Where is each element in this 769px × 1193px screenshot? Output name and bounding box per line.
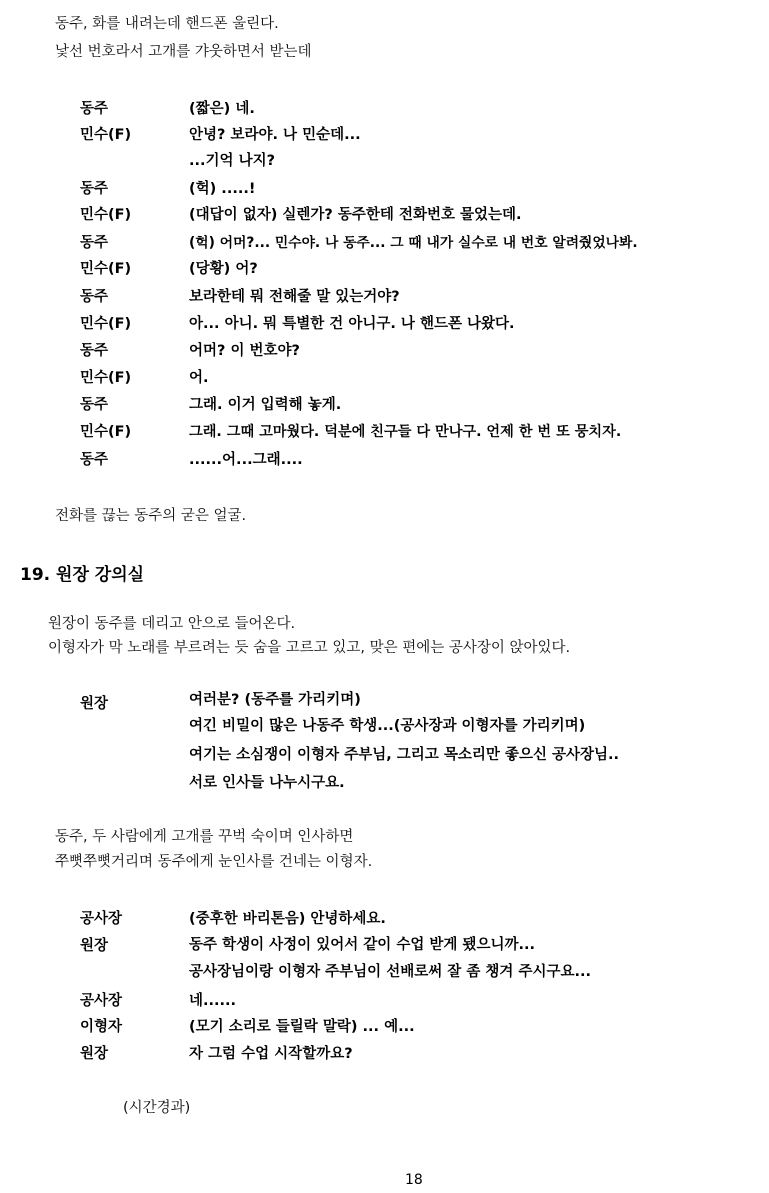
- speaker-name: 민수(F): [80, 424, 132, 440]
- dialogue-text: ...기억 나지?: [189, 153, 276, 169]
- speaker-name: 원장: [80, 1046, 109, 1062]
- dialogue-text: (대답이 없자) 실렌가? 동주한테 전화번호 물었는데.: [189, 207, 522, 223]
- dialogue-text: 자 그럼 수업 시작할까요?: [189, 1046, 353, 1062]
- dialogue-text: 여러분? (동주를 가리키며): [189, 692, 361, 708]
- speaker-name: 공사장: [80, 911, 123, 927]
- dialogue-text: 그래. 이거 입력해 놓게.: [189, 397, 342, 413]
- speaker-name: 민수(F): [80, 370, 132, 386]
- dialogue-text: 여기는 소심쟁이 이형자 주부님, 그리고 목소리만 좋으신 공사장님..: [189, 747, 620, 763]
- dialogue-text: 여긴 비밀이 많은 나동주 학생...(공사장과 이형자를 가리키며): [189, 718, 586, 734]
- speaker-name: 동주: [80, 452, 109, 468]
- dialogue-text: 서로 인사들 나누시구요.: [189, 775, 345, 791]
- dialogue-text: 아... 아니. 뭐 특별한 건 아니구. 나 핸드폰 나왔다.: [189, 316, 515, 332]
- speaker-name: 민수(F): [80, 127, 132, 143]
- dialogue-text: ......어...그래....: [189, 452, 303, 468]
- action-line: 동주, 두 사람에게 고개를 꾸벅 숙이며 인사하면: [55, 829, 354, 845]
- action-line: 이형자가 막 노래를 부르려는 듯 숨을 고르고 있고, 맞은 편에는 공사장이 앉아있다.: [48, 640, 571, 656]
- dialogue-text: 그래. 그때 고마웠다. 덕분에 친구들 다 만나구. 언제 한 번 또 뭉치자.: [189, 424, 622, 440]
- dialogue-text: 공사장님이랑 이형자 주부님이 선배로써 잘 좀 챙겨 주시구요...: [189, 964, 592, 980]
- dialogue-text: 동주 학생이 사정이 있어서 같이 수업 받게 됐으니까...: [189, 937, 536, 953]
- speaker-name: 동주: [80, 101, 109, 117]
- dialogue-text: (짧은) 네.: [189, 101, 255, 117]
- action-line: 동주, 화를 내려는데 핸드폰 울린다.: [55, 16, 279, 32]
- speaker-name: 동주: [80, 181, 109, 197]
- speaker-name: 동주: [80, 289, 109, 305]
- dialogue-text: 어.: [189, 370, 209, 386]
- speaker-name: 민수(F): [80, 261, 132, 277]
- speaker-name: 원장: [80, 938, 109, 954]
- dialogue-text: 네......: [189, 993, 237, 1009]
- scene-heading: 19. 원장 강의실: [20, 565, 145, 585]
- speaker-name: 이형자: [80, 1019, 123, 1035]
- speaker-name: 원장: [80, 696, 109, 712]
- dialogue-text: (헉) 어머?... 민수야. 나 동주... 그 때 내가 실수로 내 번호 알려줬었나봐.: [189, 235, 638, 251]
- dialogue-text: 어머? 이 번호야?: [189, 343, 300, 359]
- speaker-name: 민수(F): [80, 207, 132, 223]
- dialogue-text: (헉) .....!: [189, 181, 256, 197]
- action-line: 원장이 동주를 데리고 안으로 들어온다.: [48, 616, 296, 632]
- time-transition: (시간경과): [123, 1100, 191, 1116]
- dialogue-text: (모기 소리로 들릴락 말락) ... 예...: [189, 1019, 415, 1035]
- action-line: 낯선 번호라서 고개를 갸웃하면서 받는데: [55, 44, 312, 60]
- speaker-name: 동주: [80, 343, 109, 359]
- speaker-name: 공사장: [80, 993, 123, 1009]
- action-line: 쭈뼛쭈뼛거리며 동주에게 눈인사를 건네는 이형자.: [55, 854, 373, 870]
- page-number: 18: [405, 1172, 423, 1188]
- speaker-name: 민수(F): [80, 316, 132, 332]
- dialogue-text: 보라한테 뭐 전해줄 말 있는거야?: [189, 289, 400, 305]
- speaker-name: 동주: [80, 235, 109, 251]
- dialogue-text: 안녕? 보라야. 나 민순데...: [189, 127, 361, 143]
- dialogue-text: (중후한 바리톤음) 안녕하세요.: [189, 911, 386, 927]
- dialogue-text: (당황) 어?: [189, 261, 258, 277]
- speaker-name: 동주: [80, 397, 109, 413]
- action-line: 전화를 끊는 동주의 굳은 얼굴.: [55, 508, 247, 524]
